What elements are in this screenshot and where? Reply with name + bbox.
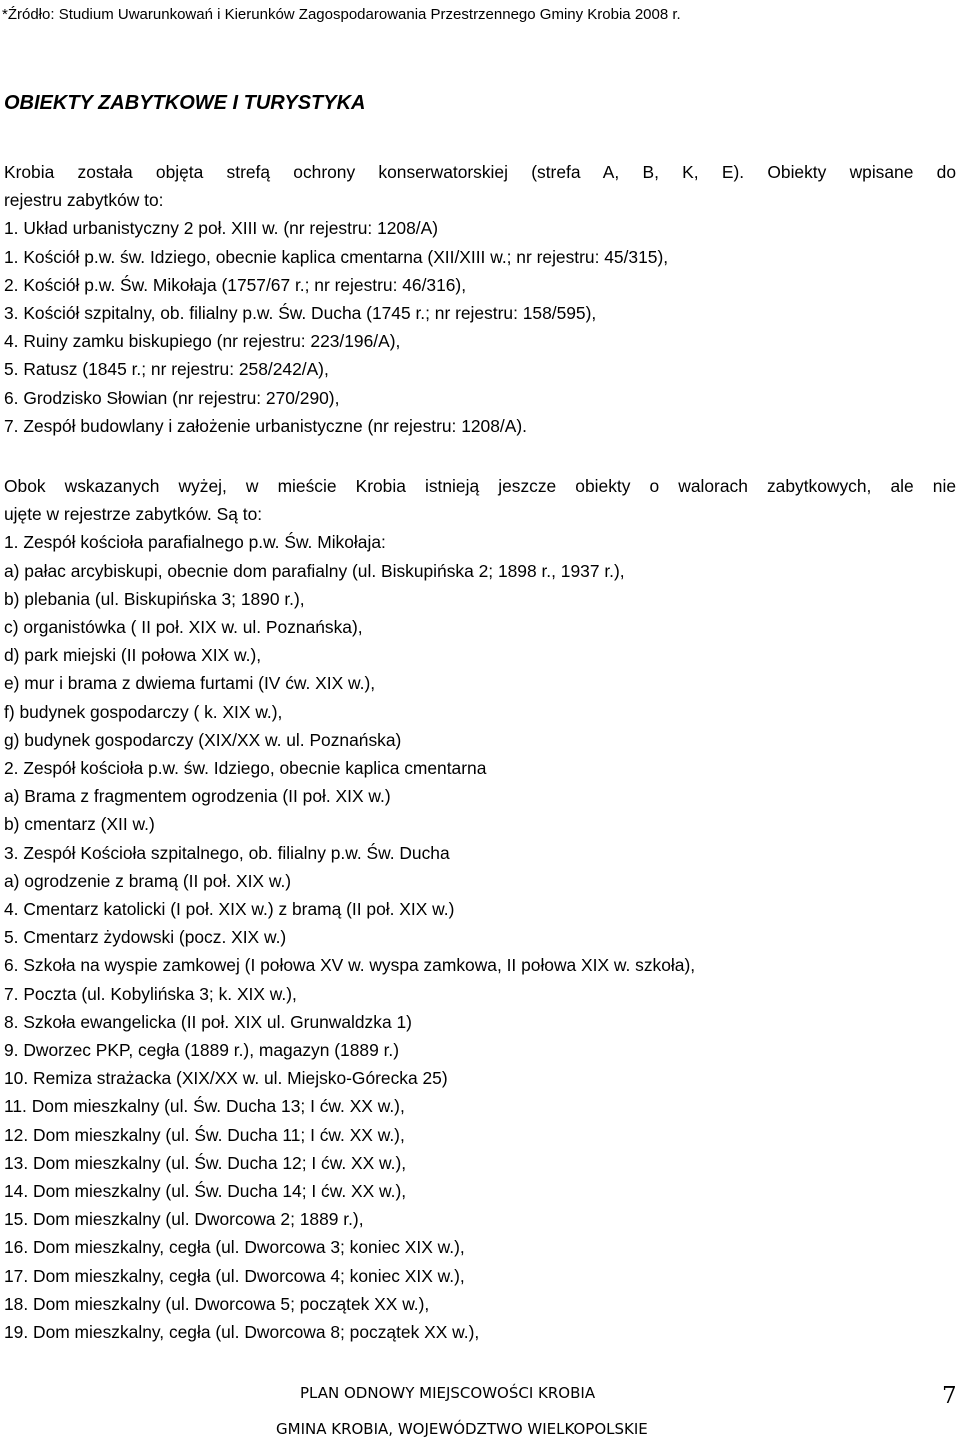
list-item: c) organistówka ( II poł. XIX w. ul. Poznańska), xyxy=(4,617,363,638)
list-item: 14. Dom mieszkalny (ul. Św. Ducha 14; I ćw. XX w.), xyxy=(4,1181,407,1202)
list-item: 6. Szkoła na wyspie zamkowej (I połowa XV w. wyspa zamkowa, II połowa XIX w. szkoła), xyxy=(4,955,696,976)
list-item: 1. Układ urbanistyczny 2 poł. XIII w. (nr rejestru: 1208/A) xyxy=(4,218,438,239)
list-item: g) budynek gospodarczy (XIX/XX w. ul. Poznańska) xyxy=(4,729,402,750)
list-item: f) budynek gospodarczy ( k. XIX w.), xyxy=(4,701,283,722)
list-item: 11. Dom mieszkalny (ul. Św. Ducha 13; I ćw. XX w.), xyxy=(4,1096,405,1117)
list-item: 2. Kościół p.w. Św. Mikołaja (1757/67 r.; nr rejestru: 46/316), xyxy=(4,274,467,295)
footer-plan-title: PLAN ODNOWY MIEJSCOWOŚCI KROBIA xyxy=(300,1384,596,1402)
list-item: 13. Dom mieszkalny (ul. Św. Ducha 12; I ćw. XX w.), xyxy=(4,1152,407,1173)
page-title: OBIEKTY ZABYTKOWE I TURYSTYKA xyxy=(4,92,366,114)
list-item: 6. Grodzisko Słowian (nr rejestru: 270/290), xyxy=(4,387,340,408)
list-item: 16. Dom mieszkalny, cegła (ul. Dworcowa 3; koniec XIX w.), xyxy=(4,1237,465,1258)
list-item: b) plebania (ul. Biskupińska 3; 1890 r.), xyxy=(4,588,305,609)
list-item: 3. Kościół szpitalny, ob. filialny p.w. Św. Ducha (1745 r.; nr rejestru: 158/595), xyxy=(4,303,597,324)
section2-intro-line1: Obok wskazanych wyżej, w mieście Krobia istnieją jeszcze obiekty o walorach zabytkowych, ale nie xyxy=(4,476,956,496)
list-item: 3. Zespół Kościoła szpitalnego, ob. filialny p.w. Św. Ducha xyxy=(4,842,450,863)
list-item: 18. Dom mieszkalny (ul. Dworcowa 5; początek XX w.), xyxy=(4,1293,430,1314)
list-item: a) ogrodzenie z bramą (II poł. XIX w.) xyxy=(4,870,292,891)
list-item: 1. Kościół p.w. św. Idziego, obecnie kaplica cmentarna (XII/XIII w.; nr rejestru: 45/315), xyxy=(4,246,669,267)
list-item: 9. Dworzec PKP, cegła (1889 r.), magazyn (1889 r.) xyxy=(4,1040,400,1061)
source-note: *Źródło: Studium Uwarunkowań i Kierunków Zagospodarowania Przestrzennego Gminy Krobia 2008 r. xyxy=(2,6,681,23)
list-item: a) Brama z fragmentem ogrodzenia (II poł. XIX w.) xyxy=(4,786,391,807)
registered-monuments-list xyxy=(4,214,956,440)
registered-monuments-section xyxy=(4,158,956,440)
list-item: 5. Cmentarz żydowski (pocz. XIX w.) xyxy=(4,927,287,948)
section2-intro-line2: ujęte w rejestrze zabytków. Są to: xyxy=(4,504,263,525)
list-item: 2. Zespół kościoła p.w. św. Idziego, obecnie kaplica cmentarna xyxy=(4,758,487,779)
list-item: 7. Zespół budowlany i założenie urbanistyczne (nr rejestru: 1208/A). xyxy=(4,415,527,436)
list-item: a) pałac arcybiskupi, obecnie dom parafialny (ul. Biskupińska 2; 1898 r., 1937 r.), xyxy=(4,560,625,581)
list-item: d) park miejski (II połowa XIX w.), xyxy=(4,645,262,666)
other-monuments-section xyxy=(4,472,956,1346)
list-item: 12. Dom mieszkalny (ul. Św. Ducha 11; I ćw. XX w.), xyxy=(4,1124,405,1145)
list-item: 5. Ratusz (1845 r.; nr rejestru: 258/242/A), xyxy=(4,359,329,380)
list-item: 15. Dom mieszkalny (ul. Dworcowa 2; 1889 r.), xyxy=(4,1209,364,1230)
list-item: 4. Cmentarz katolicki (I poł. XIX w.) z bramą (II poł. XIX w.) xyxy=(4,899,455,920)
list-item: 1. Zespół kościoła parafialnego p.w. Św. Mikołaja: xyxy=(4,532,386,553)
other-monuments-list xyxy=(4,528,956,1346)
list-item: 8. Szkoła ewangelicka (II poł. XIX ul. Grunwaldzka 1) xyxy=(4,1011,412,1032)
page-number: 7 xyxy=(942,1383,957,1409)
section1-intro-line2: rejestru zabytków to: xyxy=(4,190,164,211)
list-item: 10. Remiza strażacka (XIX/XX w. ul. Miejsko-Górecka 25) xyxy=(4,1068,448,1089)
list-item: 4. Ruiny zamku biskupiego (nr rejestru: 223/196/A), xyxy=(4,331,401,352)
list-item: 19. Dom mieszkalny, cegła (ul. Dworcowa 8; początek XX w.), xyxy=(4,1322,480,1343)
footer-municipality: GMINA KROBIA, WOJEWÓDZTWO WIELKOPOLSKIE xyxy=(276,1420,648,1438)
section1-intro-line1: Krobia została objęta strefą ochrony konserwatorskiej (strefa A, B, K, E). Obiekty wpisane do xyxy=(4,162,956,182)
list-item: b) cmentarz (XII w.) xyxy=(4,814,155,835)
list-item: 7. Poczta (ul. Kobylińska 3; k. XIX w.), xyxy=(4,983,297,1004)
list-item: e) mur i brama z dwiema furtami (IV ćw. XIX w.), xyxy=(4,673,376,694)
list-item: 17. Dom mieszkalny, cegła (ul. Dworcowa 4; koniec XIX w.), xyxy=(4,1265,465,1286)
